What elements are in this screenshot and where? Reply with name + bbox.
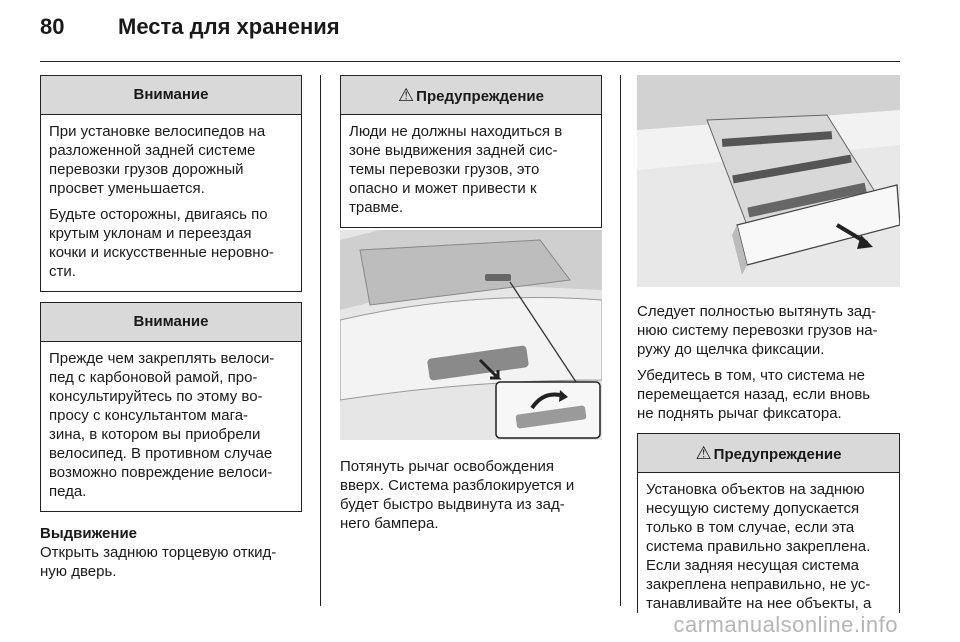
column-2-text: [340, 457, 602, 533]
warning-title-bar: [341, 76, 601, 115]
warning-paragraph: Люди не должны находиться в зоне выдвижения задней сис- темы перевозки грузов, это опасно и может привести к травме.: [349, 123, 563, 216]
warning-box: [340, 75, 602, 228]
caution-box: [40, 302, 302, 512]
warning-triangle-icon: ⚠: [398, 85, 415, 105]
page-number: 80: [40, 14, 65, 39]
caution-box: [40, 75, 302, 292]
warning-paragraph: Установка объектов на заднюю несущую систему допускается только в том случае, если эта система правильно закреплена. Если задняя несущая система закреплена неправильно, не ус- танавливайте на нее объекты, а: [646, 481, 872, 612]
warning-box: [637, 433, 900, 613]
release-lever-illustration: [340, 230, 602, 440]
page-header: [40, 14, 340, 48]
page-title: Места для хранения: [118, 14, 340, 39]
car-rear-bumper-icon: [340, 230, 602, 440]
caution-paragraph: При установке велосипедов на разложенной задней системе перевозки грузов дорожный просвет уменьшается.: [49, 123, 266, 197]
warning-title: Предупреждение: [713, 446, 842, 463]
carrier-extended-illustration: [637, 75, 900, 287]
column-separator: [620, 75, 621, 606]
caution-paragraph: Будьте осторожны, двигаясь по крутым уклонам и переездая кочки и искусственные неровно- сти.: [49, 206, 274, 280]
caution-body: [41, 115, 301, 291]
caution-title: Внимание: [41, 303, 301, 342]
caution-body: [41, 342, 301, 511]
column-1: [40, 75, 302, 581]
warning-triangle-icon: ⚠: [695, 443, 712, 463]
header-rule: [40, 61, 900, 62]
watermark: carmanualsonline.info: [673, 612, 898, 637]
caution-title: Внимание: [41, 76, 301, 115]
warning-body: [341, 115, 601, 227]
column-separator: [320, 75, 321, 606]
column-2: [340, 75, 602, 228]
caution-paragraph: Прежде чем закреплять велоси- пед с карбоновой рамой, про- консультируйтесь по этому во- просу с консультантом мага- зина, в котором вы приобрели велосипед. В противном случае возможно повреждение велоси- педа.: [49, 350, 275, 500]
section-heading: Выдвижение: [40, 525, 138, 542]
warning-body: [638, 473, 899, 613]
column-3: [637, 302, 900, 613]
warning-title-bar: [638, 434, 899, 473]
bike-carrier-icon: [637, 75, 900, 287]
warning-title: Предупреждение: [416, 88, 544, 105]
body-text: Убедитесь в том, что система не перемещается назад, если вновь не поднять рычаг фиксатора.: [637, 367, 871, 422]
section-text: Открыть заднюю торцевую откид- ную дверь.: [40, 544, 277, 580]
body-text: Потянуть рычаг освобождения вверх. Система разблокируется и будет быстро выдвинута из зад- него бампера.: [340, 458, 575, 532]
body-text: Следует полностью вытянуть зад- нюю систему перевозки грузов на- ружу до щелчка фиксации.: [637, 303, 878, 358]
